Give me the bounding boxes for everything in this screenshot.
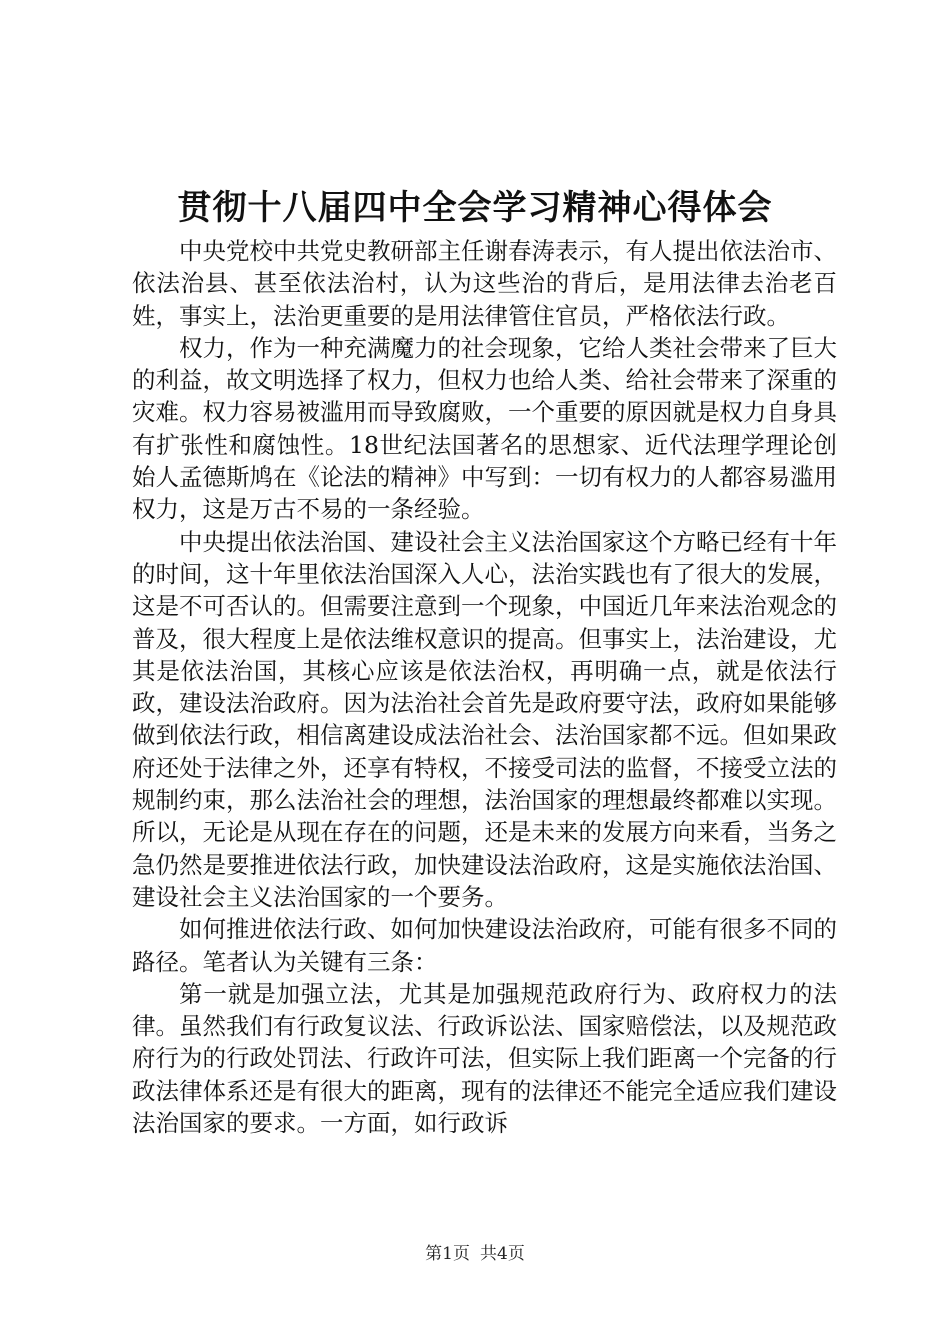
paragraph: 中央提出依法治国、建设社会主义法治国家这个方略已经有十年的时间，这十年里依法治国深入人心，法治实践也有了很大的发展，这是不可否认的。但需要注意到一个现象，中国近几年来法治观念的普及，很大程度上是依法维权意识的提高。但事实上，法治建设，尤其是依法治国，其核心应该是依法治权，再明确一点，就是依法行政，建设法治政府。因为法治社会首先是政府要守法，政府如果能够做到依法行政，相信离建设成法治社会、法治国家都不远。但如果政府还处于法律之外，还享有特权，不接受司法的监督，不接受立法的规制约束，那么法治社会的理想，法治国家的理想最终都难以实现。所以，无论是从现在存在的问题，还是未来的发展方向来看，当务之急仍然是要推进依法行政，加快建设法治政府，这是实施依法治国、建设社会主义法治国家的一个要务。 [132,527,837,911]
page-number: 第1页 [425,1244,470,1264]
document-body [132,235,837,1139]
page-total: 共4页 [480,1244,525,1264]
page-footer [0,1242,950,1266]
paragraph: 中央党校中共党史教研部主任谢春涛表示，有人提出依法治市、依法治县、甚至依法治村，认为这些治的背后，是用法律去治老百姓，事实上，法治更重要的是用法律管住官员，严格依法行政。 [132,237,837,330]
paragraph: 如何推进依法行政、如何加快建设法治政府，可能有很多不同的路径。笔者认为关键有三条： [132,915,837,976]
paragraph: 第一就是加强立法，尤其是加强规范政府行为、政府权力的法律。虽然我们有行政复议法、行政诉讼法、国家赔偿法，以及规范政府行为的行政处罚法、行政许可法，但实际上我们距离一个完备的行政法律体系还是有很大的距离，现有的法律还不能完全适应我们建设法治国家的要求。一方面，如行政诉 [132,979,837,1138]
paragraph: 权力，作为一种充满魔力的社会现象，它给人类社会带来了巨大的利益，故文明选择了权力，但权力也给人类、给社会带来了深重的灾难。权力容易被滥用而导致腐败，一个重要的原因就是权力自身具有扩张性和腐蚀性。18世纪法国著名的思想家、近代法理学理论创始人孟德斯鸠在《论法的精神》中写到：一切有权力的人都容易滥用权力，这是万古不易的一条经验。 [132,333,837,524]
document-title: 贯彻十八届四中全会学习精神心得体会 [177,188,773,228]
